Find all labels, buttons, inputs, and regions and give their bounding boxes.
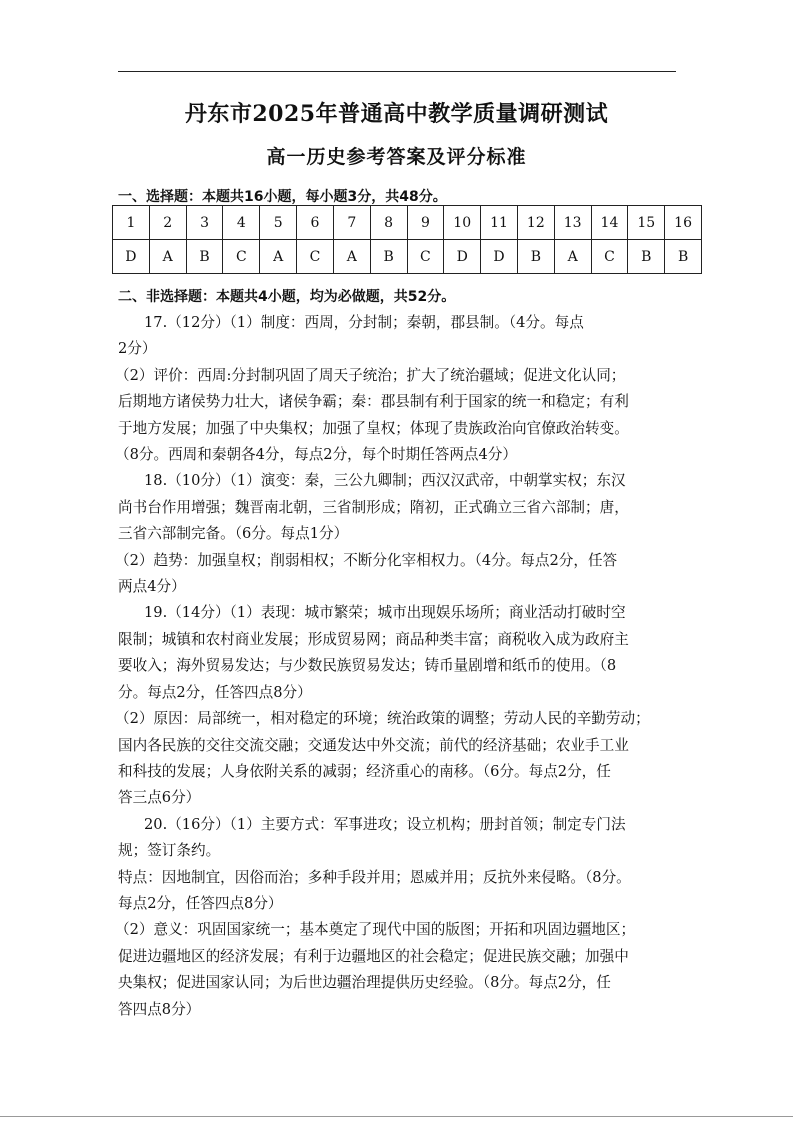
q18-line: 18.（10分）（1）演变：秦，三公九卿制；西汉汉武帝，中朝掌实权；东汉	[144, 472, 626, 490]
q17-line: 后期地方诸侯势力壮大，诸侯争霸；秦：郡县制有利于国家的统一和稳定；有利	[118, 393, 629, 411]
q19-line: 答三点6分）	[118, 789, 201, 807]
q17-line: 2分）	[118, 340, 157, 358]
q20-line: （2）意义：巩固国家统一；基本奠定了现代中国的版图；开拓和巩固边疆地区；	[115, 921, 636, 939]
question-number: 14	[591, 206, 628, 240]
section2-heading: 二、非选择题：本题共4小题，均为必做题，共52分。	[118, 289, 456, 305]
q19-line: （2）原因：局部统一，相对稳定的环境；统治政策的调整；劳动人民的辛勤劳动；	[115, 710, 650, 728]
answer-table	[112, 205, 702, 274]
answer-cell: C	[297, 240, 334, 274]
answer-table-number-row	[113, 206, 702, 240]
answer-cell: D	[481, 240, 518, 274]
bottom-rule	[0, 1116, 793, 1117]
q20-line: 每点2分，任答四点8分）	[118, 894, 283, 912]
answer-cell: C	[223, 240, 260, 274]
q19-line: 国内各民族的交往交流交融；交通发达中外交流；前代的经济基础；农业手工业	[118, 736, 629, 754]
answer-cell: D	[444, 240, 481, 274]
answer-cell: C	[407, 240, 444, 274]
question-number: 16	[665, 206, 702, 240]
answer-cell: B	[517, 240, 554, 274]
q18-line: 两点4分）	[118, 578, 186, 596]
question-number: 5	[260, 206, 297, 240]
answer-cell: C	[591, 240, 628, 274]
answer-table-answer-row	[113, 240, 702, 274]
q17-line: 17.（12分）（1）制度：西周，分封制；秦朝，郡县制。（4分。每点	[144, 314, 584, 331]
question-number: 11	[481, 206, 518, 240]
question-number: 15	[628, 206, 665, 240]
q17-line: 于地方发展；加强了中央集权；加强了皇权；体现了贵族政治向官僚政治转变。	[118, 419, 629, 437]
question-number: 1	[113, 206, 150, 240]
answer-cell: A	[149, 240, 186, 274]
q20-line: 特点：因地制宜，因俗而治；多种手段并用；恩威并用；反抗外来侵略。（8分。	[118, 868, 631, 886]
section1-heading: 一、选择题：本题共16小题，每小题3分，共48分。	[118, 189, 447, 205]
answer-cell: B	[186, 240, 223, 274]
question-number: 10	[444, 206, 481, 240]
answer-cell: B	[628, 240, 665, 274]
q20-line: 促进边疆地区的经济发展；有利于边疆地区的社会稳定；促进民族交融；加强中	[118, 947, 629, 965]
q19-line: 要收入；海外贸易发达；与少数民族贸易发达；铸币量剧增和纸币的使用。（8	[118, 657, 617, 675]
q18-line: （2）趋势：加强皇权；削弱相权；不断分化宰相权力。（4分。每点2分，任答	[115, 551, 618, 569]
question-number: 8	[370, 206, 407, 240]
q17-line: （2）评价：西周:分封制巩固了周天子统治；扩大了统治疆域；促进文化认同；	[115, 366, 626, 384]
q20-line: 答四点8分）	[118, 1000, 201, 1018]
q18-line: 三省六部制完备。（6分。每点1分）	[118, 525, 349, 543]
answer-cell: A	[333, 240, 370, 274]
q20-line: 央集权；促进国家认同；为后世边疆治理提供历史经验。（8分。每点2分，任	[118, 974, 611, 992]
question-number: 7	[333, 206, 370, 240]
page-subtitle: 高一历史参考答案及评分标准	[266, 146, 527, 168]
question-number: 2	[149, 206, 186, 240]
question-number: 9	[407, 206, 444, 240]
answer-cell: A	[260, 240, 297, 274]
q18-line: 尚书台作用增强；魏晋南北朝，三省制形成；隋初，正式确立三省六部制；唐，	[118, 498, 629, 516]
answer-cell: D	[113, 240, 150, 274]
q19-line: 分。每点2分，任答四点8分）	[118, 683, 312, 701]
q17-line: （8分。西周和秦朝各4分，每点2分，每个时期任答两点4分）	[115, 446, 517, 464]
q19-line: 限制；城镇和农村商业发展；形成贸易网；商品种类丰富；商税收入成为政府主	[118, 630, 629, 648]
q20-line: 20.（16分）（1）主要方式：军事进攻；设立机构；册封首领；制定专门法	[144, 815, 626, 833]
answer-body	[115, 310, 690, 1023]
question-number: 12	[517, 206, 554, 240]
question-number: 13	[554, 206, 591, 240]
answer-cell: B	[370, 240, 407, 274]
q19-line: 19.（14分）（1）表现：城市繁荣；城市出现娱乐场所；商业活动打破时空	[144, 604, 626, 622]
answer-cell: A	[554, 240, 591, 274]
page-title: 丹东市2025年普通高中教学质量调研测试	[184, 101, 609, 127]
question-number: 6	[297, 206, 334, 240]
q19-line: 和科技的发展；人身依附关系的减弱；经济重心的南移。（6分。每点2分，任	[118, 762, 611, 780]
answer-cell: B	[665, 240, 702, 274]
q20-line: 规；签订条约。	[118, 842, 221, 860]
top-rule	[118, 71, 676, 72]
question-number: 4	[223, 206, 260, 240]
question-number: 3	[186, 206, 223, 240]
